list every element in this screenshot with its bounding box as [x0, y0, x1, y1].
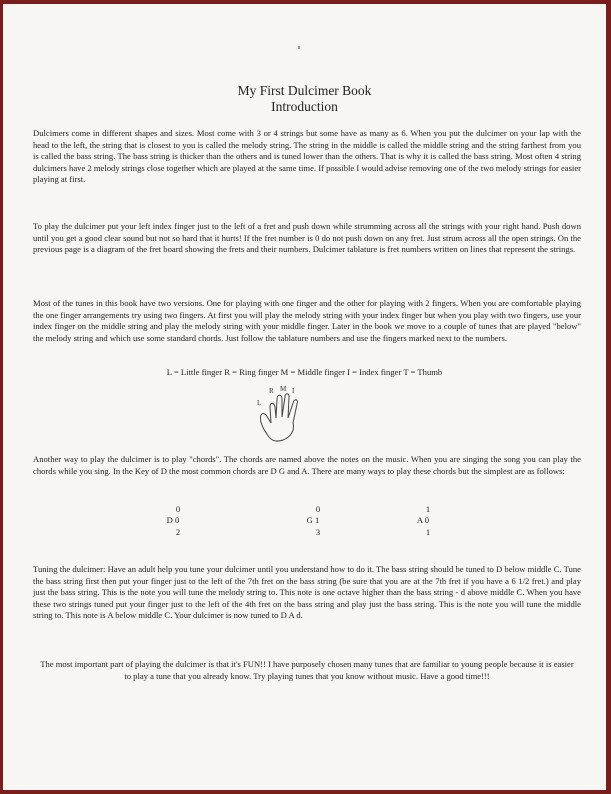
chord-a-name: A	[416, 515, 423, 526]
chord-g-top: 0	[315, 504, 321, 514]
chord-a	[403, 504, 443, 538]
paragraph-tuning: Tuning the dulcimer: Have an adult help you tune your dulcimer until you understand how to do it. The bass string should be tuned to D below middle C. Tune the bass string first then put your finger just to the left of the 7th fret on the bass string (be sure that you are at the 7th fret if you have a 6 1/2 fret.) and play just the bass string. This is the note you will tune the melody string to. This note is one octave higher than the bass string - d above middle C. When you have these two strings tuned put your finger just to the left of the 4th fret on the bass string and play just the bass string. This is the note you will tune the middle string to. This note is A below middle C. Your dulcimer is now tuned to D A d.	[33, 564, 581, 621]
chord-g-bot: 3	[315, 526, 321, 537]
paragraph-fun: The most important part of playing the dulcimer is that it's FUN!! I have purposely chosen many tunes that are familiar to young people because it is easier to play a tune that you already know. Try playing tunes that you know without music. Have a good time!!!	[40, 659, 574, 681]
hand-diagram-icon	[255, 385, 317, 445]
hand-letter-l: L	[257, 399, 262, 407]
hand-letter-i: I	[292, 387, 295, 395]
book-title: My First Dulcimer Book	[237, 83, 372, 98]
paragraph-chords: Another way to play the dulcimer is to play "chords". The chords are named above the notes on the music. When you are singing the song you can play the chords while you sing. In the Key of D the most common chords are D G and A. There are many ways to play these chords but the simplest are as follows:	[33, 454, 581, 476]
finger-legend: L = Little finger R = Ring finger M = Middle finger I = Index finger T = Thumb	[166, 367, 443, 377]
section-title: Introduction	[271, 99, 338, 114]
chord-a-mid: 0	[424, 515, 430, 526]
document-page	[3, 4, 606, 790]
page-title	[3, 83, 606, 115]
hand-letter-r: R	[269, 387, 274, 395]
speck	[298, 46, 300, 49]
chord-d-mid: 0	[175, 515, 180, 526]
paragraph-versions: Most of the tunes in this book have two versions. One for playing with one finger and the other for playing with 2 fingers. When you are comfortable playing the one finger arrangements try using two fingers. At first you will play the melody string with your index finger but when you play with two fingers, use your index finger on the middle string and play the melody string with your middle finger. Later in the book we move to a couple of tunes that are played "below" the melody string and which use some standard chords. Just follow the tablature numbers and use the fingers marked next to the numbers.	[33, 298, 581, 343]
chord-g-mid: 1	[315, 515, 320, 526]
chord-d-bot: 2	[175, 526, 181, 537]
chord-d-name: D	[166, 515, 173, 526]
hand-letter-m: M	[280, 385, 287, 393]
chord-d	[153, 504, 193, 538]
paragraph-intro: Dulcimers come in different shapes and sizes. Most come with 3 or 4 strings but some have as many as 6. When you put the dulcimer on your lap with the head to the left, the string that is closest to you is called the melody string. The string in the middle is called the middle string and the string farthest from you is called the bass string. The bass string is thicker than the others and is tuned lower than the others. That is why it is called the bass string. Most often 4 string dulcimers have 2 melody strings close together which are played at the same time. If possible I would advise removing one of the two melody strings for easier playing at first.	[33, 128, 581, 185]
chord-d-top: 0	[175, 504, 181, 514]
chord-a-bot: 1	[425, 526, 431, 537]
paragraph-playing: To play the dulcimer put your left index finger just to the left of a fret and push down while strumming across all the strings with your right hand. Push down until you get a good clear sound but not so hard that it hurts! If the fret number is 0 do not push down on any fret. Just strum across all the open strings. On the previous page is a diagram of the fret board showing the frets and their numbers. Dulcimer tablature is fret numbers written on lines that represent the strings.	[33, 221, 581, 255]
chord-a-top: 1	[425, 504, 431, 514]
chord-g-name: G	[306, 515, 313, 526]
chord-g	[293, 504, 333, 538]
